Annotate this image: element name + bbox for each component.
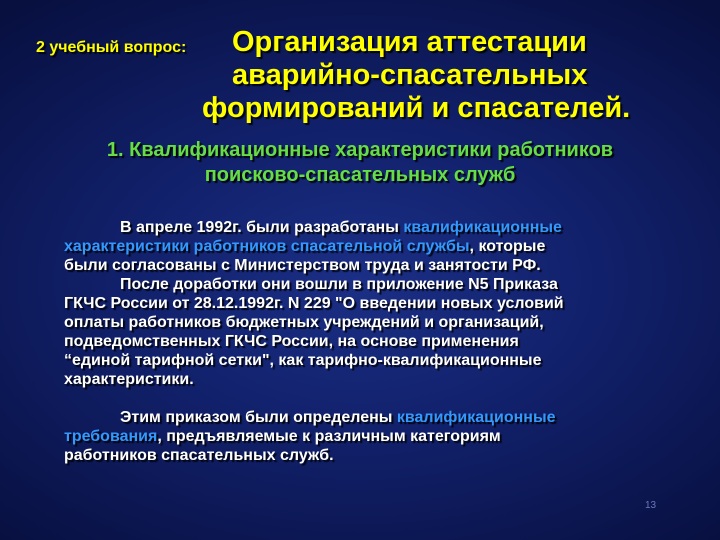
p1-line-1 bbox=[64, 218, 704, 237]
p3-line-3: работников спасательных служб. bbox=[64, 447, 334, 464]
page-number: 13 bbox=[645, 500, 657, 511]
p3-text-2: , предъявляемые к различным категориям bbox=[157, 428, 501, 445]
p2-line-5: “единой тарифной сетки", как тарифно-квалификационные bbox=[64, 352, 542, 369]
title-line-3: формирований и спасателей. bbox=[202, 92, 631, 124]
subtitle-line-2: поисково-спасательных служб bbox=[204, 164, 516, 186]
p2-line-3: оплаты работников бюджетных учреждений и организаций, bbox=[64, 314, 544, 331]
question-label: 2 учебный вопрос: bbox=[36, 39, 187, 56]
p3-line-1 bbox=[64, 408, 704, 427]
p3-text: Этим приказом были определены bbox=[120, 409, 397, 426]
subtitle bbox=[40, 138, 680, 188]
p3-line-2 bbox=[64, 427, 704, 446]
p1-highlight: квалификационные bbox=[403, 219, 562, 236]
title-line-1: Организация аттестации bbox=[232, 26, 587, 58]
p2-line-2: ГКЧС России от 28.12.1992г. N 229 "О введении новых условий bbox=[64, 295, 564, 312]
p1-highlight-2: характеристики работников спасательной службы bbox=[64, 238, 470, 255]
p1-text: В апреле 1992г. были разработаны bbox=[120, 219, 404, 236]
p2-line-6: характеристики. bbox=[64, 371, 194, 388]
p1-line-2 bbox=[64, 237, 704, 256]
body-text bbox=[64, 218, 704, 465]
paragraph-gap bbox=[64, 389, 704, 408]
title-line-2: аварийно-спасательных bbox=[232, 59, 588, 91]
slide-title bbox=[190, 26, 680, 125]
p3-highlight: квалификационные bbox=[396, 409, 556, 426]
p2-line-4: подведомственных ГКЧС России, на основе применения bbox=[64, 333, 519, 350]
subtitle-line-1: 1. Квалификационные характеристики работников bbox=[106, 139, 614, 161]
p1-text-2: , которые bbox=[469, 238, 546, 255]
p2-line-1: После доработки они вошли в приложение N5 Приказа bbox=[120, 276, 558, 293]
p1-line-3: были согласованы с Министерством труда и занятости РФ. bbox=[64, 257, 541, 274]
p3-highlight-2: требования bbox=[64, 428, 158, 445]
